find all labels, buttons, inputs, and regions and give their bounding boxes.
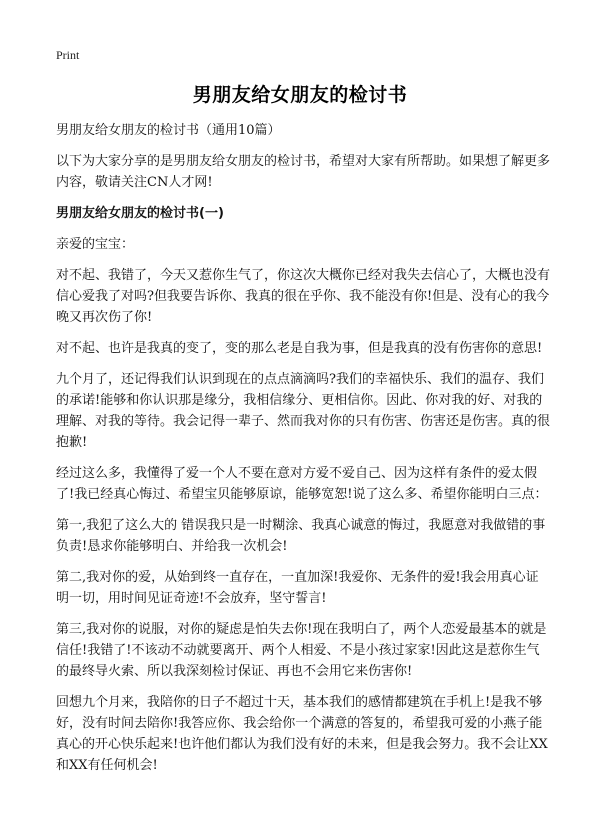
body-paragraph: 对不起、我错了，今天又惹你生气了，你这次大概你已经对我失去信心了，大概也没有信心爱我了对吗?但我要告诉你、我真的很在乎你、我不能没有你!但是、没有心的我今晚又再次伤了你! [56,268,551,325]
body-paragraph: 回想九个月来，我陪你的日子不超过十天，基本我们的感情都建筑在手机上!是我不够好，没有时间去陪你!我答应你、我会给你一个满意的答复的，希望我可爱的小燕子能真心的开心快乐起来!也许他们都认为我们没有好的未来，但是我会努力。我不会让XX和XX有任何机会! [56,695,548,773]
body-paragraph: 第二,我对你的爱，从始到终一直存在，一直加深!我爱你、无条件的爱!我会用真心证明一切，用时间见证奇迹!不会放弃，坚守誓言! [56,570,539,606]
page-title: 男朋友给女朋友的检讨书 [192,84,408,106]
body-paragraph: 第一,我犯了这么大的 错误我只是一时糊涂、我真心诚意的悔过，我愿意对我做错的事负责!恳求你能够明白、并给我一次机会! [56,518,546,554]
document-subtitle: 男朋友给女朋友的检讨书（通用10篇） [56,123,281,138]
body-paragraph: 经过这么多，我懂得了爱一个人不要在意对方爱不爱自己、因为这样有条件的爱太假了!我已经真心悔过、希望宝贝能够原谅，能够宽恕!说了这么多、希望你能明白三点： [56,466,548,502]
section-heading: 男朋友给女朋友的检讨书(一) [56,206,224,221]
print-link[interactable]: Print [56,48,80,62]
body-paragraph: 对不起、也许是我真的变了，变的那么老是自我为事，但是我真的没有伤害你的意思! [56,341,543,356]
intro-paragraph: 以下为大家分享的是男朋友给女朋友的检讨书，希望对大家有所帮助。如果想了解更多内容，敬请关注CN人才网! [56,154,551,190]
greeting: 亲爱的宝宝： [56,237,135,252]
body-paragraph: 第三,我对你的说服，对你的疑虑是怕失去你!现在我明白了，两个人恋爱最基本的就是信任!我错了!不该动不动就要离开、两个人相爱、不是小孩过家家!因此这是惹你生气的最终导火索、所以我深刻检讨保证、再也不会用它来伤害你! [56,622,547,679]
body-paragraph: 九个月了，还记得我们认识到现在的点点滴滴吗?我们的幸福快乐、我们的温存、我们的承诺!能够和你认识那是缘分，我相信缘分、更相信你。因此、你对我的好、对我的理解、对我的等待。我会记得一辈子、然而我对你的只有伤害、伤害还是伤害。真的很抱歉! [56,372,551,450]
document-body [56,120,550,786]
